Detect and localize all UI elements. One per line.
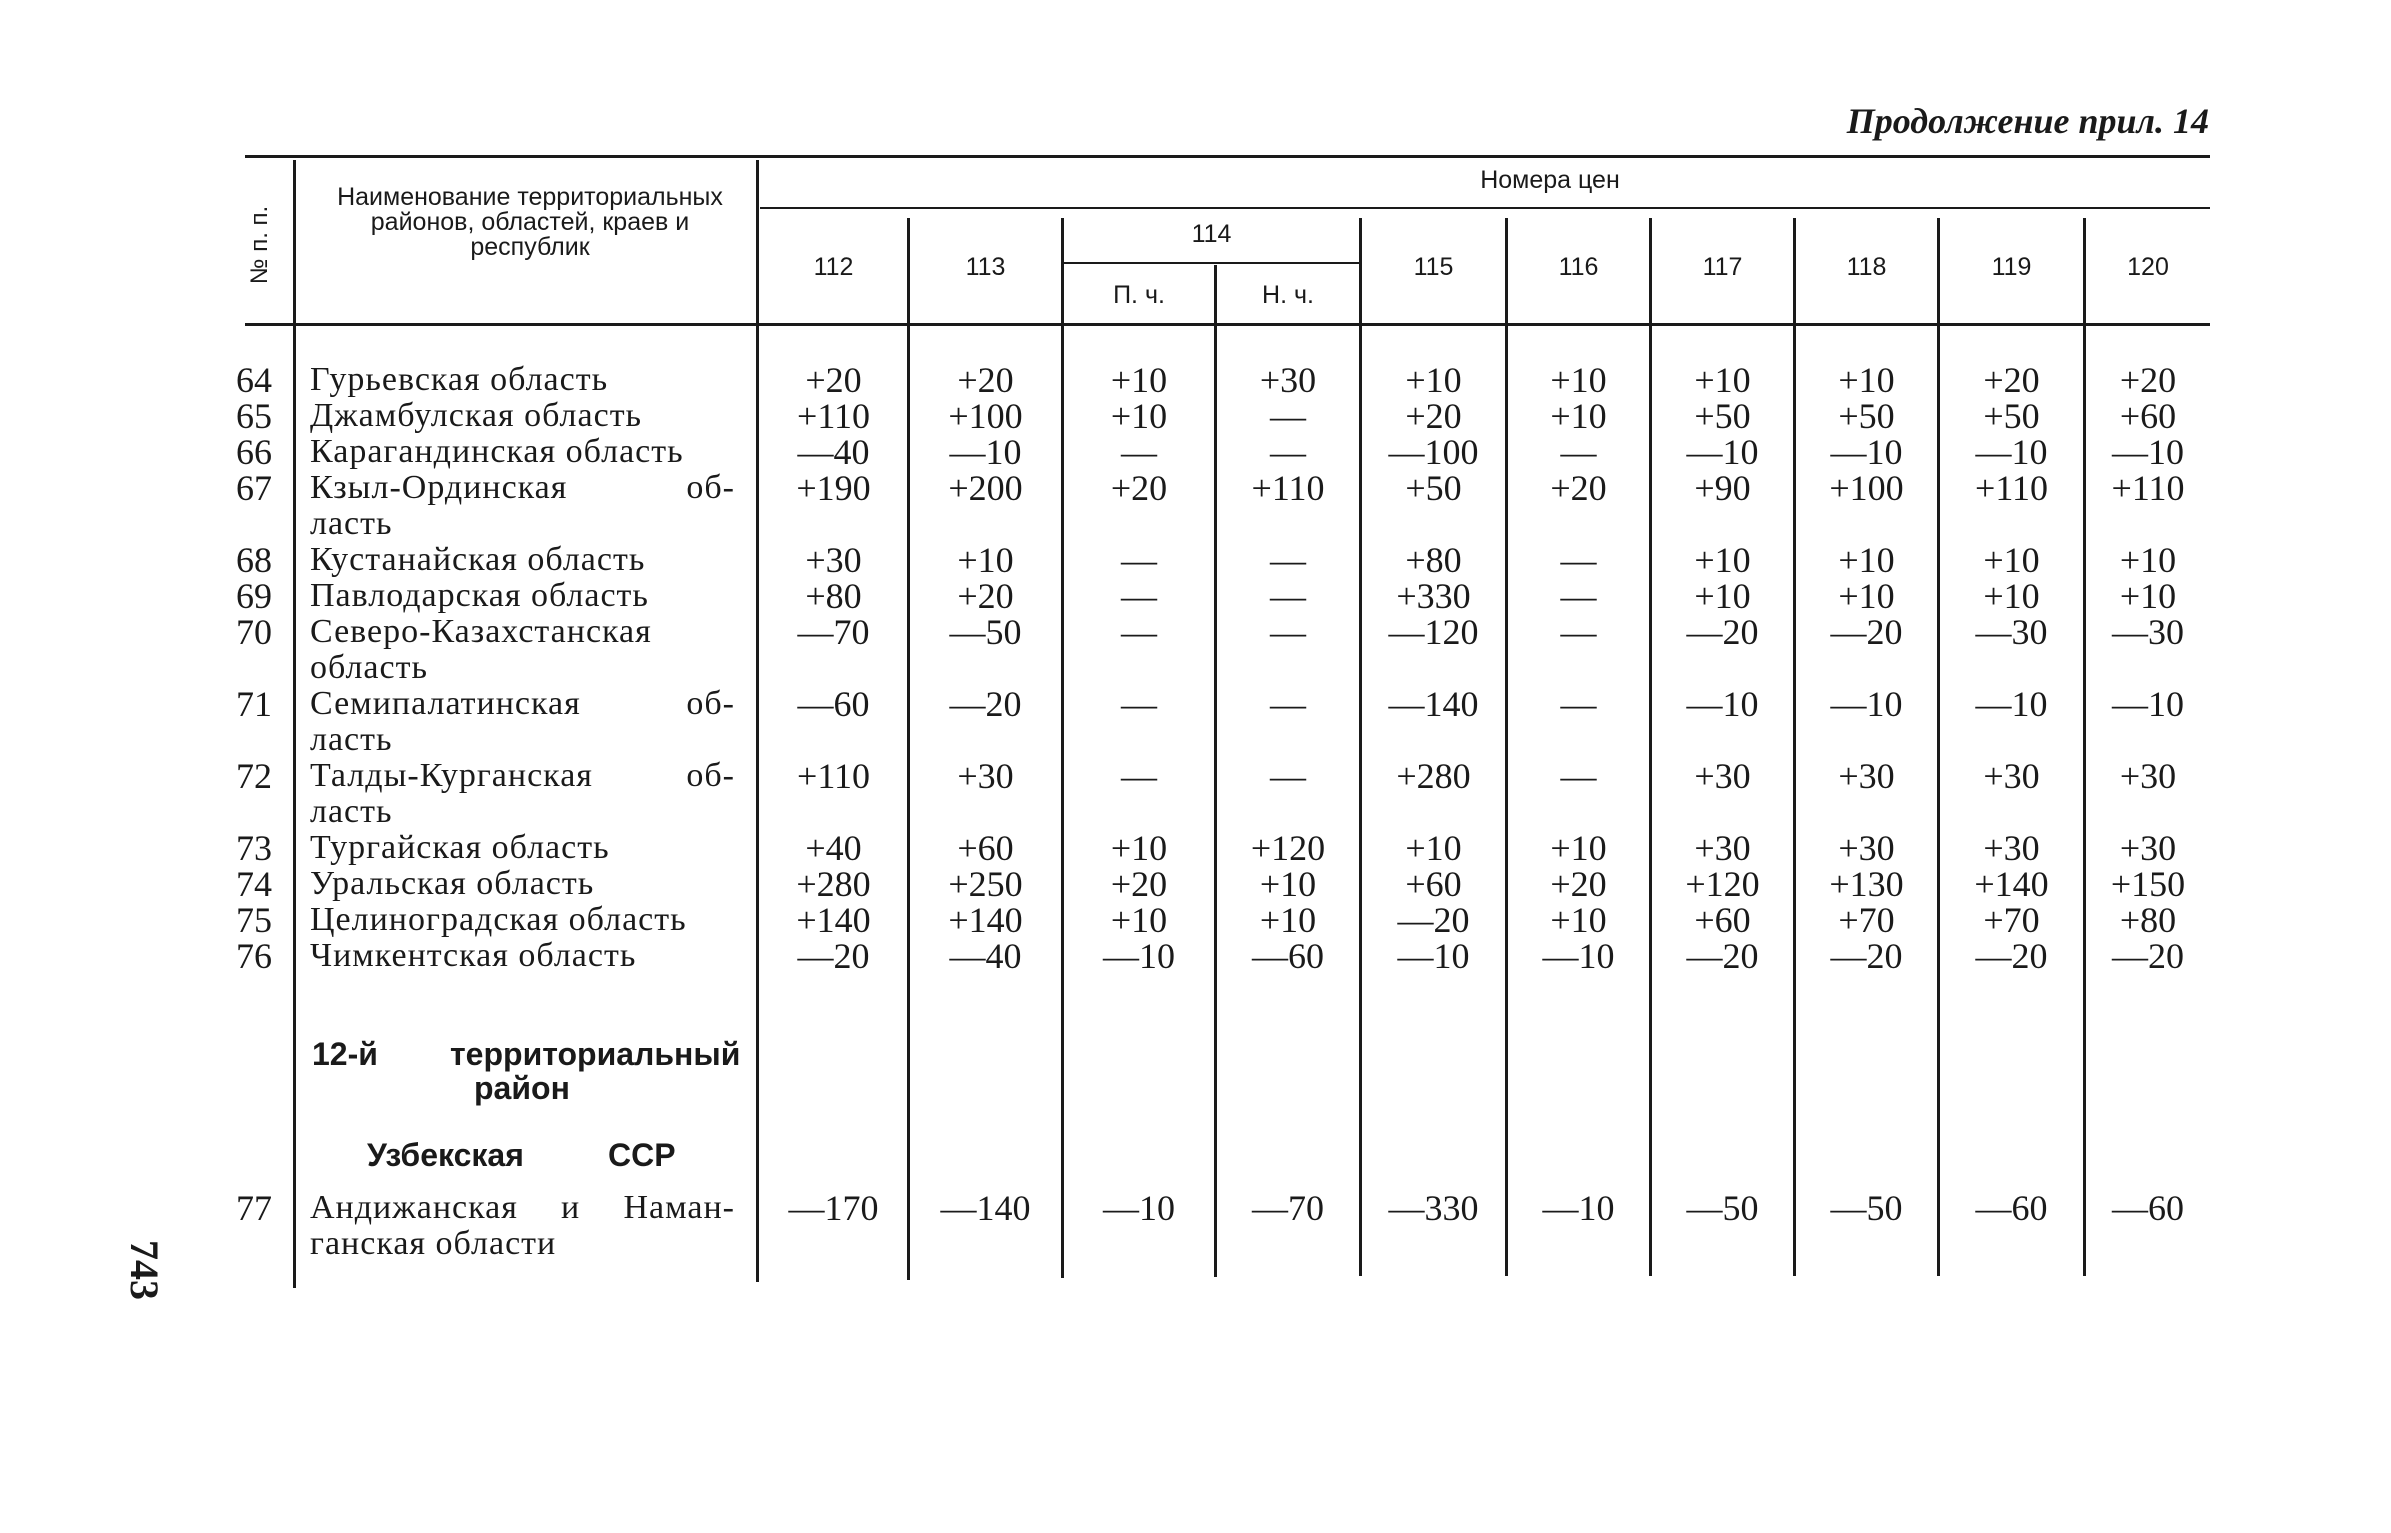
table-cell: —10 — [1830, 432, 1903, 472]
row-name: Джамбулская область — [310, 397, 643, 434]
row-number: 77 — [236, 1188, 272, 1228]
table-cell: —10 — [2112, 684, 2184, 724]
table-cell: +140 — [1974, 864, 2049, 904]
table-cell: —20 — [1686, 936, 1759, 976]
table-cell: —140 — [940, 1188, 1031, 1228]
table-cell: —10 — [1975, 432, 2048, 472]
table-cell: —100 — [1388, 432, 1479, 472]
table-cell: —70 — [1252, 1188, 1324, 1228]
col-divider — [293, 160, 296, 1288]
table-cell: +10 — [1259, 864, 1317, 904]
table-cell: —10 — [1542, 936, 1615, 976]
row-name: Кзыл-Ординская об- — [310, 469, 735, 506]
col-header-114-pch: П. ч. — [1113, 281, 1165, 309]
row-name-continuation: ласть — [310, 793, 393, 830]
table-cell: +20 — [1110, 468, 1168, 508]
table-cell: +20 — [957, 360, 1014, 400]
table-cell: — — [1560, 684, 1597, 724]
row-number-header: № п. п. — [246, 205, 273, 285]
row-name: Уральская область — [310, 865, 595, 902]
col-header-112: 112 — [813, 253, 854, 281]
table-cell: +10 — [1110, 900, 1168, 940]
table-cell: +10 — [1405, 360, 1462, 400]
table-cell: —30 — [2112, 612, 2184, 652]
table-cell: +150 — [2110, 864, 2186, 904]
table-cell: +110 — [1975, 468, 2048, 508]
table-cell: —10 — [1542, 1188, 1615, 1228]
table-cell: —10 — [949, 432, 1022, 472]
table-cell: —10 — [1103, 936, 1175, 976]
table-cell: — — [1560, 612, 1597, 652]
row-name: Карагандинская область — [310, 433, 684, 470]
table-cell: +10 — [1405, 828, 1462, 868]
table-cell: +30 — [957, 756, 1014, 796]
row-name: Тургайская область — [310, 829, 610, 866]
row-name: Северо-Казахстанская — [310, 613, 652, 650]
table-cell: +20 — [1110, 864, 1168, 904]
table-cell: +10 — [1550, 396, 1607, 436]
table-cell: +110 — [2111, 468, 2185, 508]
row-name: Талды-Курганская об- — [310, 757, 735, 794]
col-header-114: 114 — [1191, 220, 1232, 248]
table-cell: — — [1121, 576, 1157, 616]
row-name-continuation: ганская области — [310, 1225, 557, 1262]
table-cell: —50 — [1686, 1188, 1759, 1228]
row-name: Семипалатинская об- — [310, 685, 735, 722]
table-cell: +60 — [1405, 864, 1462, 904]
table-cell: —330 — [1388, 1188, 1479, 1228]
col-header-118: 118 — [1846, 253, 1887, 281]
subsection-title-b: ССР — [608, 1137, 676, 1173]
table-cell: +140 — [948, 900, 1023, 940]
col-header-116: 116 — [1558, 253, 1599, 281]
section-title-line1b: территориальный — [450, 1036, 741, 1072]
row-name: Кустанайская область — [310, 541, 646, 578]
table-cell: +10 — [1110, 828, 1168, 868]
table-cell: —20 — [1397, 900, 1470, 940]
table-cell: +10 — [1259, 900, 1317, 940]
table-cell: +110 — [797, 756, 870, 796]
table-cell: +120 — [1685, 864, 1760, 904]
table-cell: —20 — [1975, 936, 2048, 976]
table-cell: +10 — [1694, 576, 1751, 616]
table-cell: +30 — [1259, 360, 1317, 400]
table-cell: — — [1121, 540, 1157, 580]
table-cell: +30 — [2119, 756, 2177, 796]
table-cell: —50 — [1830, 1188, 1903, 1228]
col-header-120: 120 — [2127, 253, 2169, 281]
table-cell: —60 — [1975, 1188, 2048, 1228]
table-cell: —10 — [1686, 684, 1759, 724]
table-cell: —20 — [949, 684, 1022, 724]
table-cell: +50 — [1983, 396, 2040, 436]
table-cell: +90 — [1694, 468, 1751, 508]
table-cell: +50 — [1405, 468, 1462, 508]
table-cell: — — [1270, 576, 1306, 616]
table-cell: +60 — [957, 828, 1014, 868]
table-cell: — — [1121, 612, 1157, 652]
table-cell: — — [1270, 612, 1306, 652]
row-number: 73 — [236, 828, 272, 868]
table-cell: +30 — [1838, 756, 1895, 796]
table-cell: +140 — [796, 900, 871, 940]
table-cell: —20 — [2112, 936, 2184, 976]
table-cell: +30 — [1983, 756, 2040, 796]
table-cell: +10 — [1838, 576, 1895, 616]
row-number: 76 — [236, 936, 272, 976]
table-cell: — — [1270, 432, 1306, 472]
table-cell: — — [1270, 540, 1306, 580]
row-number: 74 — [236, 864, 272, 904]
table-cell: +80 — [2119, 900, 2177, 940]
row-name: Павлодарская область — [310, 577, 649, 614]
table-cell: +30 — [1983, 828, 2040, 868]
table-cell: +70 — [1838, 900, 1895, 940]
table-cell: —10 — [1830, 684, 1903, 724]
table-cell: +30 — [1694, 828, 1751, 868]
name-header: Наименование территориальных районов, областей, краев и республик — [337, 183, 723, 261]
table-cell: +10 — [1694, 360, 1751, 400]
table-cell: —120 — [1388, 612, 1479, 652]
table-cell: +50 — [1838, 396, 1895, 436]
table-cell: +30 — [2119, 828, 2177, 868]
table-cell: +30 — [1838, 828, 1895, 868]
table-cell: +20 — [1550, 864, 1607, 904]
table-cell: +10 — [1550, 900, 1607, 940]
table-cell: — — [1560, 540, 1597, 580]
table-cell: — — [1560, 576, 1597, 616]
table-cell: —10 — [2112, 432, 2184, 472]
table-cell: +10 — [1983, 576, 2040, 616]
col-header-117: 117 — [1702, 253, 1743, 281]
table-cell: +110 — [797, 396, 870, 436]
subsection-title-a: Узбекская — [367, 1137, 524, 1173]
table-cell: —30 — [1975, 612, 2048, 652]
table-cell: +280 — [1396, 756, 1471, 796]
col-header-115: 115 — [1413, 253, 1454, 281]
table-cell: —20 — [797, 936, 870, 976]
table-cell: +60 — [1694, 900, 1751, 940]
table-rule-top — [245, 155, 2210, 158]
table-cell: +10 — [2119, 540, 2177, 580]
row-number: 72 — [236, 756, 272, 796]
group-underline — [760, 207, 2210, 209]
table-cell: +10 — [1838, 540, 1895, 580]
table-cell: +40 — [805, 828, 862, 868]
table-cell: +190 — [796, 468, 871, 508]
table-cell: —20 — [1686, 612, 1759, 652]
table-cell: —70 — [797, 612, 870, 652]
table-cell: — — [1121, 432, 1157, 472]
table-cell: +10 — [1550, 828, 1607, 868]
table-cell: —10 — [1975, 684, 2048, 724]
table-cell: — — [1560, 432, 1597, 472]
group-header: Номера цен — [1480, 166, 1620, 194]
row-number: 67 — [236, 468, 272, 508]
section-title-line1a: 12-й — [312, 1036, 378, 1072]
table-cell: +100 — [948, 396, 1023, 436]
table-cell: +20 — [957, 576, 1014, 616]
section-title-line2: район — [474, 1070, 570, 1106]
row-name: Андижанская и Наман- — [310, 1189, 735, 1226]
col-header-119: 119 — [1991, 253, 2032, 281]
table-cell: +80 — [805, 576, 862, 616]
col-header-113: 113 — [965, 253, 1006, 281]
table-cell: — — [1270, 396, 1306, 436]
table-cell: +20 — [1550, 468, 1607, 508]
table-cell: —60 — [797, 684, 870, 724]
table-cell: +10 — [2119, 576, 2177, 616]
row-number: 71 — [236, 684, 272, 724]
table-cell: — — [1270, 684, 1306, 724]
table-cell: +120 — [1250, 828, 1326, 868]
col-header-114-nch: Н. ч. — [1262, 281, 1314, 309]
row-number: 75 — [236, 900, 272, 940]
table-cell: +30 — [1694, 756, 1751, 796]
table-cell: —20 — [1830, 612, 1903, 652]
table-cell: —10 — [1397, 936, 1470, 976]
table-cell: — — [1121, 684, 1157, 724]
row-name-continuation: ласть — [310, 721, 393, 758]
table-cell: —40 — [797, 432, 870, 472]
table-cell: —50 — [949, 612, 1022, 652]
row-number: 70 — [236, 612, 272, 652]
table-cell: +130 — [1829, 864, 1904, 904]
table-cell: +50 — [1694, 396, 1751, 436]
table-cell: +80 — [1405, 540, 1462, 580]
row-name-continuation: область — [310, 649, 428, 686]
row-number: 64 — [236, 360, 272, 400]
table-cell: +330 — [1396, 576, 1471, 616]
table-cell: +10 — [1110, 396, 1168, 436]
table-rule-header-bottom — [245, 323, 2210, 326]
table-cell: +10 — [1550, 360, 1607, 400]
table-cell: —10 — [1103, 1188, 1175, 1228]
table-cell: +10 — [1838, 360, 1895, 400]
col-divider — [756, 160, 759, 1282]
caption: Продолжение прил. 14 — [1846, 101, 2209, 141]
table-cell: +10 — [1983, 540, 2040, 580]
table-cell: +60 — [2119, 396, 2177, 436]
row-number: 65 — [236, 396, 272, 436]
table-cell: +110 — [1251, 468, 1325, 508]
table-cell: +10 — [957, 540, 1014, 580]
row-name: Гурьевская область — [310, 361, 609, 398]
table-cell: +20 — [805, 360, 862, 400]
table-cell: +20 — [1983, 360, 2040, 400]
row-number: 66 — [236, 432, 272, 472]
table-cell: —60 — [1252, 936, 1324, 976]
table-cell: —140 — [1388, 684, 1479, 724]
table-cell: —40 — [949, 936, 1022, 976]
table-cell: +200 — [948, 468, 1023, 508]
table-cell: +250 — [948, 864, 1023, 904]
row-number: 68 — [236, 540, 272, 580]
table-cell: +10 — [1694, 540, 1751, 580]
table-cell: +20 — [1405, 396, 1462, 436]
table-cell: —60 — [2112, 1188, 2184, 1228]
table-cell: — — [1560, 756, 1597, 796]
table-cell: +20 — [2119, 360, 2177, 400]
row-name: Чимкентская область — [310, 937, 637, 974]
row-number: 69 — [236, 576, 272, 616]
table-cell: —10 — [1686, 432, 1759, 472]
table-cell: +30 — [805, 540, 862, 580]
table-cell: — — [1270, 756, 1306, 796]
table-cell: — — [1121, 756, 1157, 796]
table-cell: +100 — [1829, 468, 1904, 508]
row-name-continuation: ласть — [310, 505, 393, 542]
table-cell: +10 — [1110, 360, 1168, 400]
table-cell: —170 — [788, 1188, 879, 1228]
table-cell: +280 — [796, 864, 871, 904]
table-cell: —20 — [1830, 936, 1903, 976]
row-name: Целиноградская область — [310, 901, 687, 938]
subgroup-underline — [1064, 262, 1359, 264]
table-cell: +70 — [1983, 900, 2040, 940]
page-number: 743 — [122, 1240, 167, 1300]
